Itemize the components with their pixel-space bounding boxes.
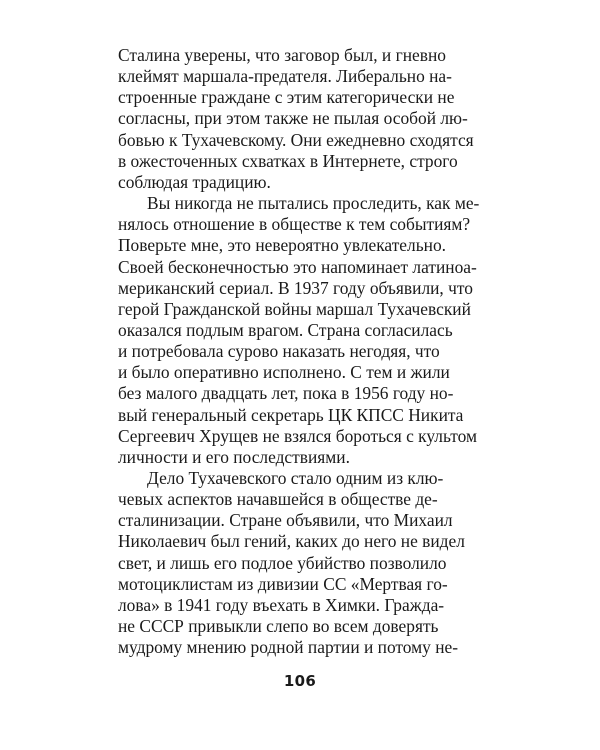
text-line-4: согласны, при этом также не пылая особой лю- bbox=[118, 108, 468, 129]
page-number: 106 bbox=[283, 672, 317, 690]
text-line-20: личности и его последствиями. bbox=[118, 446, 350, 467]
text-line-24: Николаевич был гений, каких до него не видел bbox=[118, 531, 465, 552]
text-line-2: клеймят маршала-предателя. Либерально на- bbox=[118, 66, 452, 87]
text-line-9: нялось отношение в обществе к тем событиям? bbox=[118, 214, 471, 235]
text-line-11: Своей бесконечностью это напоминает латиноа- bbox=[118, 256, 477, 277]
text-line-27: лова» в 1941 году въехать в Химки. Гражда- bbox=[118, 594, 445, 615]
text-line-8: Вы никогда не пытались проследить, как ме- bbox=[147, 193, 480, 214]
text-line-26: мотоциклистам из дивизии СС «Мертвая го- bbox=[118, 573, 448, 594]
text-line-25: свет, и лишь его подлое убийство позволило bbox=[118, 552, 447, 573]
text-line-29: мудрому мнению родной партии и потому не- bbox=[118, 637, 459, 658]
text-line-22: чевых аспектов начавшейся в обществе де- bbox=[118, 489, 438, 510]
text-line-15: и потребовала сурово наказать негодяя, что bbox=[118, 341, 440, 362]
text-line-1: Сталина уверены, что заговор был, и гневно bbox=[118, 45, 446, 65]
text-line-10: Поверьте мне, это невероятно увлекательно. bbox=[118, 235, 446, 256]
text-line-6: в ожесточенных схватках в Интернете, строго bbox=[118, 150, 458, 171]
text-line-23: сталинизации. Стране объявили, что Михаил bbox=[118, 510, 453, 531]
text-line-3: строенные граждане с этим категорически не bbox=[118, 87, 455, 108]
text-line-5: бовью к Тухачевскому. Они ежедневно сходятся bbox=[118, 129, 474, 150]
text-line-12: мериканский сериал. В 1937 году объявили, что bbox=[118, 277, 473, 298]
text-line-13: герой Гражданской войны маршал Тухачевский bbox=[118, 298, 471, 319]
text-line-19: Сергеевич Хрущев не взялся бороться с культом bbox=[118, 425, 477, 446]
text-line-7: соблюдая традицию. bbox=[118, 171, 271, 192]
text-line-21: Дело Тухачевского стало одним из клю- bbox=[147, 468, 444, 488]
text-line-28: не СССР привыкли слепо во всем доверять bbox=[118, 616, 439, 637]
text-line-17: без малого двадцать лет, пока в 1956 году но- bbox=[118, 383, 454, 404]
text-line-14: оказался подлым врагом. Страна согласилась bbox=[118, 319, 453, 340]
text-line-18: вый генеральный секретарь ЦК КПСС Никита bbox=[118, 404, 464, 425]
text-line-16: и было оперативно исполнено. С тем и жили bbox=[118, 362, 450, 383]
